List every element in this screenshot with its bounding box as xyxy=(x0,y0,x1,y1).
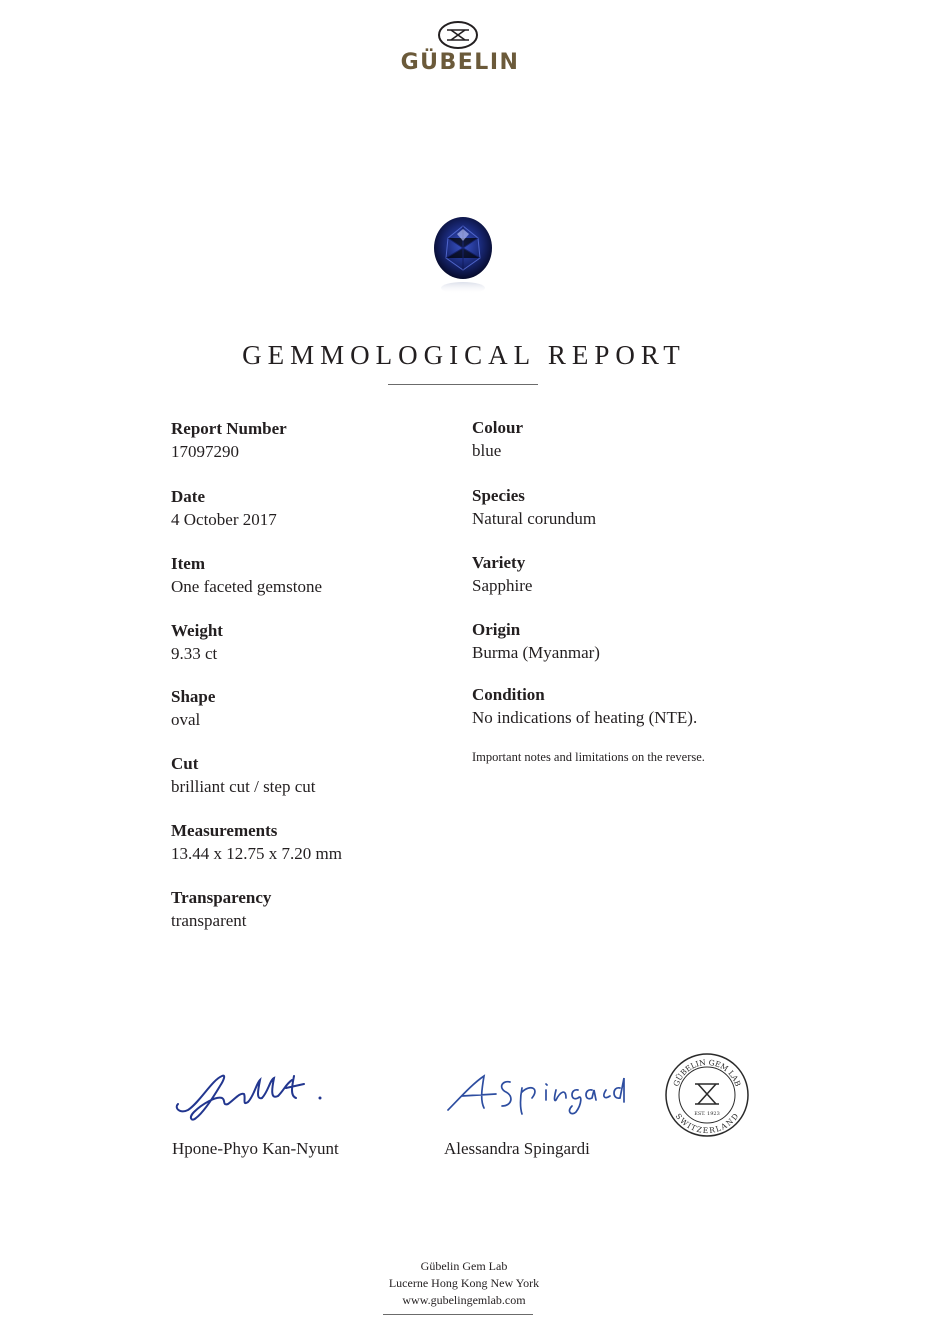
field-label: Measurements xyxy=(171,821,278,840)
field-label: Date xyxy=(171,487,205,506)
svg-text:GÜBELIN GEM LAB: GÜBELIN GEM LAB xyxy=(671,1057,743,1088)
footer-website: www.gubelingemlab.com xyxy=(402,1293,526,1307)
field-label: Item xyxy=(171,554,205,573)
field-transparency xyxy=(171,887,471,932)
field-value: One faceted gemstone xyxy=(171,577,323,596)
field-value: Burma (Myanmar) xyxy=(472,643,600,662)
field-value: oval xyxy=(171,710,201,729)
field-condition xyxy=(472,684,772,729)
field-value: 4 October 2017 xyxy=(171,510,277,529)
field-label: Origin xyxy=(472,620,521,639)
field-colour xyxy=(472,417,772,462)
field-origin xyxy=(472,619,772,664)
footer-divider xyxy=(383,1314,533,1315)
field-weight xyxy=(171,620,471,665)
limitations-note: Important notes and limitations on the reverse. xyxy=(472,750,705,764)
field-value: brilliant cut / step cut xyxy=(171,777,316,796)
field-report-number xyxy=(171,418,471,463)
field-value: No indications of heating (NTE). xyxy=(472,708,698,727)
field-value: transparent xyxy=(171,911,247,930)
field-label: Transparency xyxy=(171,888,272,907)
field-label: Variety xyxy=(472,553,526,572)
report-title: GEMMOLOGICAL REPORT xyxy=(242,340,686,370)
gubelin-lab-seal-image xyxy=(664,1052,750,1138)
field-value: Natural corundum xyxy=(472,509,597,528)
field-label: Colour xyxy=(472,418,523,437)
brand-logo-text: GÜBELIN xyxy=(400,50,520,75)
field-label: Cut xyxy=(171,754,199,773)
field-date xyxy=(171,486,471,531)
field-value: 13.44 x 12.75 x 7.20 mm xyxy=(171,844,342,863)
gubelin-emblem-icon xyxy=(437,20,479,50)
footer-cities: Lucerne Hong Kong New York xyxy=(388,1276,540,1290)
field-value: 9.33 ct xyxy=(171,644,218,663)
field-species xyxy=(472,485,772,530)
footer-lab-name: Gübelin Gem Lab xyxy=(420,1259,508,1273)
field-item xyxy=(171,553,471,598)
field-label: Weight xyxy=(171,621,223,640)
signatory-name: Hpone-Phyo Kan-Nyunt xyxy=(172,1139,339,1158)
field-shape xyxy=(171,686,471,731)
field-label: Condition xyxy=(472,685,545,704)
sapphire-gem-image xyxy=(430,214,496,304)
svg-text:SWITZERLAND: SWITZERLAND xyxy=(673,1111,741,1136)
field-measurements xyxy=(171,820,471,865)
field-label: Shape xyxy=(171,687,216,706)
field-value: Sapphire xyxy=(472,576,533,595)
field-label: Report Number xyxy=(171,419,287,438)
signatory-name: Alessandra Spingardi xyxy=(444,1139,590,1158)
field-label: Species xyxy=(472,486,525,505)
field-value: 17097290 xyxy=(171,442,239,461)
signature-hpone-phyo-image xyxy=(170,1066,330,1128)
signature-alessandra-spingardi-image xyxy=(444,1068,674,1118)
svg-text:EST. 1923: EST. 1923 xyxy=(694,1111,720,1117)
field-variety xyxy=(472,552,772,597)
title-divider xyxy=(388,384,538,385)
field-cut xyxy=(171,753,471,798)
field-value: blue xyxy=(472,441,502,460)
